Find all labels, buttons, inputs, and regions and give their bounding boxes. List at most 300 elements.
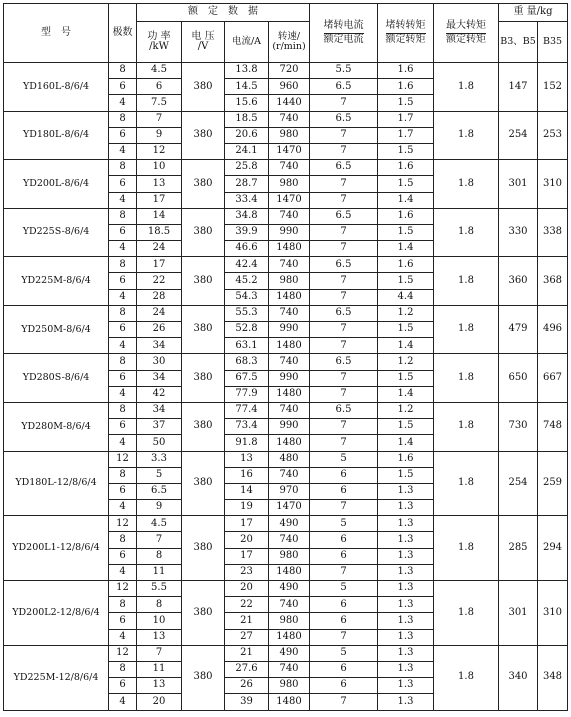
model-cell: YD280S-8/6/4 <box>4 354 109 403</box>
power-cell: 9 <box>137 127 182 143</box>
weight-b3b5-cell: 285 <box>499 516 538 581</box>
current-cell: 39 <box>225 694 269 710</box>
table-row <box>4 451 568 467</box>
locked-current-ratio-cell: 7 <box>310 95 378 111</box>
weight-b3b5-cell: 340 <box>499 645 538 710</box>
speed-cell: 990 <box>269 224 310 240</box>
current-cell: 15.6 <box>225 95 269 111</box>
locked-torque-denominator: 额定转矩 <box>385 33 426 45</box>
table-row <box>4 402 568 418</box>
locked-current-ratio-cell: 6.5 <box>310 160 378 176</box>
power-cell: 34 <box>137 338 182 354</box>
header-max-torque <box>434 4 499 63</box>
model-cell: YD200L1-12/8/6/4 <box>4 516 109 581</box>
speed-cell: 1470 <box>269 500 310 516</box>
locked-torque-ratio-cell: 1.5 <box>378 95 434 111</box>
locked-current-ratio-cell: 7 <box>310 629 378 645</box>
poles-cell: 12 <box>109 581 137 597</box>
max-torque-ratio-cell: 1.8 <box>434 257 499 306</box>
locked-current-numerator: 堵转电流 <box>324 20 364 34</box>
poles-cell: 4 <box>109 500 137 516</box>
locked-current-ratio-cell: 7 <box>310 192 378 208</box>
locked-torque-ratio-cell: 1.5 <box>378 467 434 483</box>
speed-cell: 970 <box>269 483 310 499</box>
locked-torque-ratio-cell: 1.5 <box>378 419 434 435</box>
locked-current-ratio-cell: 7 <box>310 370 378 386</box>
table-row <box>4 516 568 532</box>
speed-cell: 740 <box>269 354 310 370</box>
locked-current-ratio-cell: 6 <box>310 467 378 483</box>
locked-current-ratio-cell: 6.5 <box>310 305 378 321</box>
locked-torque-ratio-cell: 1.2 <box>378 402 434 418</box>
locked-current-ratio-cell: 5 <box>310 451 378 467</box>
locked-current-ratio-cell: 5 <box>310 645 378 661</box>
power-cell: 50 <box>137 435 182 451</box>
voltage-cell: 380 <box>182 63 225 112</box>
locked-torque-ratio-cell: 1.3 <box>378 483 434 499</box>
locked-torque-numerator: 堵转转矩 <box>386 20 426 34</box>
locked-current-ratio-cell: 7 <box>310 322 378 338</box>
poles-cell: 4 <box>109 95 137 111</box>
locked-torque-ratio-cell: 1.3 <box>378 613 434 629</box>
weight-b3b5-cell: 147 <box>499 63 538 112</box>
locked-torque-ratio-cell: 1.3 <box>378 548 434 564</box>
speed-cell: 1480 <box>269 289 310 305</box>
header-model: 型 号 <box>4 4 109 63</box>
locked-torque-ratio-cell: 1.3 <box>378 532 434 548</box>
speed-cell: 990 <box>269 419 310 435</box>
current-cell: 26 <box>225 678 269 694</box>
locked-torque-ratio-cell: 1.3 <box>378 516 434 532</box>
locked-current-ratio-cell: 6 <box>310 661 378 677</box>
voltage-cell: 380 <box>182 354 225 403</box>
current-cell: 46.6 <box>225 241 269 257</box>
current-cell: 16 <box>225 467 269 483</box>
power-cell: 8 <box>137 597 182 613</box>
header-locked-current <box>310 4 378 63</box>
power-cell: 17 <box>137 257 182 273</box>
max-torque-numerator: 最大转矩 <box>446 20 486 34</box>
current-cell: 33.4 <box>225 192 269 208</box>
poles-cell: 4 <box>109 435 137 451</box>
max-torque-ratio-cell: 1.8 <box>434 160 499 209</box>
locked-current-ratio-cell: 7 <box>310 564 378 580</box>
voltage-cell: 380 <box>182 645 225 710</box>
locked-torque-ratio-cell: 1.6 <box>378 79 434 95</box>
locked-current-denominator: 额定电流 <box>323 33 364 45</box>
power-cell: 7.5 <box>137 95 182 111</box>
locked-current-ratio-cell: 5 <box>310 516 378 532</box>
poles-cell: 8 <box>109 597 137 613</box>
current-cell: 77.4 <box>225 402 269 418</box>
locked-current-ratio-cell: 6.5 <box>310 208 378 224</box>
locked-current-ratio-cell: 7 <box>310 127 378 143</box>
speed-cell: 480 <box>269 451 310 467</box>
power-cell: 22 <box>137 273 182 289</box>
power-unit: /kW <box>149 41 169 52</box>
poles-cell: 8 <box>109 402 137 418</box>
poles-cell: 6 <box>109 127 137 143</box>
speed-cell: 740 <box>269 160 310 176</box>
speed-cell: 980 <box>269 613 310 629</box>
locked-current-ratio-cell: 6.5 <box>310 79 378 95</box>
speed-cell: 490 <box>269 516 310 532</box>
max-torque-ratio-cell: 1.8 <box>434 402 499 451</box>
power-cell: 34 <box>137 402 182 418</box>
power-cell: 28 <box>137 289 182 305</box>
speed-cell: 740 <box>269 532 310 548</box>
speed-cell: 740 <box>269 257 310 273</box>
locked-torque-ratio-cell: 1.3 <box>378 694 434 710</box>
current-cell: 20 <box>225 532 269 548</box>
table-row <box>4 354 568 370</box>
power-cell: 10 <box>137 160 182 176</box>
poles-cell: 4 <box>109 694 137 710</box>
speed-cell: 1480 <box>269 564 310 580</box>
locked-torque-ratio-cell: 1.4 <box>378 435 434 451</box>
locked-torque-ratio-cell: 1.4 <box>378 338 434 354</box>
model-cell: YD225S-8/6/4 <box>4 208 109 257</box>
max-torque-ratio-cell: 1.8 <box>434 516 499 581</box>
poles-cell: 6 <box>109 548 137 564</box>
locked-torque-ratio-cell: 1.3 <box>378 629 434 645</box>
poles-cell: 8 <box>109 63 137 79</box>
speed-cell: 740 <box>269 208 310 224</box>
locked-torque-ratio-cell: 1.3 <box>378 678 434 694</box>
header-current: 电流/A <box>225 22 269 63</box>
locked-torque-ratio-cell: 1.4 <box>378 386 434 402</box>
voltage-cell: 380 <box>182 451 225 516</box>
power-cell: 13 <box>137 176 182 192</box>
current-cell: 20.6 <box>225 127 269 143</box>
speed-cell: 1480 <box>269 386 310 402</box>
poles-cell: 8 <box>109 257 137 273</box>
speed-cell: 740 <box>269 597 310 613</box>
poles-cell: 6 <box>109 419 137 435</box>
poles-cell: 8 <box>109 532 137 548</box>
locked-torque-ratio-cell: 1.6 <box>378 257 434 273</box>
locked-torque-ratio-cell: 1.5 <box>378 370 434 386</box>
weight-b35-cell: 748 <box>538 402 568 451</box>
header-weight-b35: B35 <box>538 22 568 63</box>
speed-cell: 990 <box>269 370 310 386</box>
current-cell: 24.1 <box>225 143 269 159</box>
weight-b3b5-cell: 301 <box>499 160 538 209</box>
locked-torque-ratio-cell: 1.3 <box>378 597 434 613</box>
voltage-cell: 380 <box>182 516 225 581</box>
locked-torque-ratio-cell: 1.6 <box>378 63 434 79</box>
model-cell: YD200L2-12/8/6/4 <box>4 581 109 646</box>
power-cell: 4.5 <box>137 63 182 79</box>
locked-torque-ratio-cell: 1.3 <box>378 645 434 661</box>
voltage-cell: 380 <box>182 305 225 354</box>
locked-current-ratio-cell: 6 <box>310 532 378 548</box>
voltage-label: 电 压 <box>191 30 215 42</box>
poles-cell: 6 <box>109 224 137 240</box>
locked-current-ratio-cell: 5 <box>310 581 378 597</box>
power-cell: 5 <box>137 467 182 483</box>
header-power <box>137 22 182 63</box>
max-torque-ratio-cell: 1.8 <box>434 63 499 112</box>
power-cell: 3.3 <box>137 451 182 467</box>
current-cell: 13.8 <box>225 63 269 79</box>
max-torque-ratio-cell: 1.8 <box>434 111 499 160</box>
weight-b3b5-cell: 254 <box>499 451 538 516</box>
weight-b35-cell: 310 <box>538 581 568 646</box>
poles-cell: 12 <box>109 516 137 532</box>
model-cell: YD180L-8/6/4 <box>4 111 109 160</box>
table-header <box>4 4 568 63</box>
model-cell: YD250M-8/6/4 <box>4 305 109 354</box>
power-cell: 34 <box>137 370 182 386</box>
header-voltage <box>182 22 225 63</box>
power-cell: 26 <box>137 322 182 338</box>
locked-torque-ratio-cell: 1.6 <box>378 208 434 224</box>
weight-b3b5-cell: 330 <box>499 208 538 257</box>
current-cell: 68.3 <box>225 354 269 370</box>
locked-torque-ratio-cell: 4.4 <box>378 289 434 305</box>
poles-cell: 8 <box>109 111 137 127</box>
speed-cell: 740 <box>269 467 310 483</box>
locked-current-ratio-cell: 6 <box>310 613 378 629</box>
poles-cell: 4 <box>109 564 137 580</box>
motor-spec-table <box>3 3 568 711</box>
locked-torque-ratio-cell: 1.2 <box>378 354 434 370</box>
table-row <box>4 63 568 79</box>
locked-torque-ratio-cell: 1.5 <box>378 176 434 192</box>
power-cell: 13 <box>137 629 182 645</box>
power-cell: 11 <box>137 661 182 677</box>
speed-cell: 1480 <box>269 241 310 257</box>
current-cell: 22 <box>225 597 269 613</box>
current-cell: 13 <box>225 451 269 467</box>
locked-current-ratio-cell: 6.5 <box>310 402 378 418</box>
speed-cell: 980 <box>269 127 310 143</box>
weight-b3b5-cell: 650 <box>499 354 538 403</box>
header-speed <box>269 22 310 63</box>
locked-torque-ratio-cell: 1.3 <box>378 661 434 677</box>
poles-cell: 8 <box>109 305 137 321</box>
table-row <box>4 208 568 224</box>
speed-cell: 980 <box>269 548 310 564</box>
poles-cell: 6 <box>109 176 137 192</box>
weight-b3b5-cell: 254 <box>499 111 538 160</box>
power-cell: 4.5 <box>137 516 182 532</box>
table-row <box>4 645 568 661</box>
weight-b35-cell: 338 <box>538 208 568 257</box>
max-torque-ratio-cell: 1.8 <box>434 581 499 646</box>
locked-current-ratio-cell: 6 <box>310 483 378 499</box>
weight-b35-cell: 253 <box>538 111 568 160</box>
max-torque-denominator: 额定转矩 <box>446 33 486 45</box>
current-cell: 21 <box>225 613 269 629</box>
current-cell: 45.2 <box>225 273 269 289</box>
current-cell: 77.9 <box>225 386 269 402</box>
voltage-cell: 380 <box>182 111 225 160</box>
locked-torque-ratio-cell: 1.5 <box>378 273 434 289</box>
weight-b35-cell: 152 <box>538 63 568 112</box>
header-locked-torque <box>378 4 434 63</box>
power-cell: 5.5 <box>137 581 182 597</box>
poles-cell: 8 <box>109 661 137 677</box>
current-cell: 55.3 <box>225 305 269 321</box>
current-cell: 52.8 <box>225 322 269 338</box>
poles-cell: 8 <box>109 208 137 224</box>
model-cell: YD225M-8/6/4 <box>4 257 109 306</box>
poles-cell: 8 <box>109 467 137 483</box>
locked-current-ratio-cell: 6.5 <box>310 257 378 273</box>
power-cell: 18.5 <box>137 224 182 240</box>
voltage-cell: 380 <box>182 208 225 257</box>
table-row <box>4 160 568 176</box>
current-cell: 34.8 <box>225 208 269 224</box>
current-cell: 63.1 <box>225 338 269 354</box>
locked-torque-ratio-cell: 1.2 <box>378 305 434 321</box>
weight-b35-cell: 368 <box>538 257 568 306</box>
max-torque-ratio-cell: 1.8 <box>434 208 499 257</box>
locked-torque-ratio-cell: 1.5 <box>378 143 434 159</box>
locked-current-ratio-cell: 7 <box>310 694 378 710</box>
locked-current-ratio-cell: 6 <box>310 678 378 694</box>
power-cell: 24 <box>137 305 182 321</box>
power-cell: 7 <box>137 111 182 127</box>
power-cell: 7 <box>137 532 182 548</box>
current-cell: 19 <box>225 500 269 516</box>
locked-torque-ratio-cell: 1.7 <box>378 111 434 127</box>
max-torque-ratio-cell: 1.8 <box>434 354 499 403</box>
speed-unit: (r/min) <box>272 41 306 52</box>
current-cell: 42.4 <box>225 257 269 273</box>
model-cell: YD200L-8/6/4 <box>4 160 109 209</box>
current-cell: 14.5 <box>225 79 269 95</box>
model-cell: YD225M-12/8/6/4 <box>4 645 109 710</box>
locked-torque-ratio-cell: 1.3 <box>378 500 434 516</box>
locked-torque-ratio-cell: 1.6 <box>378 451 434 467</box>
power-cell: 12 <box>137 143 182 159</box>
weight-b35-cell: 310 <box>538 160 568 209</box>
power-cell: 14 <box>137 208 182 224</box>
locked-current-ratio-cell: 7 <box>310 176 378 192</box>
locked-current-ratio-cell: 7 <box>310 500 378 516</box>
locked-torque-ratio-cell: 1.3 <box>378 564 434 580</box>
current-cell: 28.7 <box>225 176 269 192</box>
locked-current-ratio-cell: 6 <box>310 597 378 613</box>
speed-cell: 1480 <box>269 435 310 451</box>
current-cell: 27.6 <box>225 661 269 677</box>
power-cell: 13 <box>137 678 182 694</box>
locked-torque-ratio-cell: 1.4 <box>378 241 434 257</box>
poles-cell: 6 <box>109 613 137 629</box>
weight-b3b5-cell: 730 <box>499 402 538 451</box>
locked-torque-ratio-cell: 1.5 <box>378 322 434 338</box>
current-cell: 21 <box>225 645 269 661</box>
speed-cell: 740 <box>269 111 310 127</box>
weight-b3b5-cell: 479 <box>499 305 538 354</box>
power-cell: 30 <box>137 354 182 370</box>
weight-b35-cell: 667 <box>538 354 568 403</box>
locked-current-ratio-cell: 6.5 <box>310 111 378 127</box>
power-cell: 17 <box>137 192 182 208</box>
power-label: 功 率 <box>147 30 171 42</box>
current-cell: 18.5 <box>225 111 269 127</box>
locked-current-ratio-cell: 7 <box>310 419 378 435</box>
speed-label: 转速/ <box>277 31 301 43</box>
locked-current-ratio-cell: 7 <box>310 273 378 289</box>
speed-cell: 1440 <box>269 95 310 111</box>
poles-cell: 4 <box>109 192 137 208</box>
locked-current-ratio-cell: 5.5 <box>310 63 378 79</box>
poles-cell: 6 <box>109 678 137 694</box>
speed-cell: 1480 <box>269 694 310 710</box>
current-cell: 91.8 <box>225 435 269 451</box>
poles-cell: 4 <box>109 629 137 645</box>
table-row <box>4 257 568 273</box>
power-cell: 20 <box>137 694 182 710</box>
speed-cell: 980 <box>269 273 310 289</box>
current-cell: 27 <box>225 629 269 645</box>
table-body <box>4 63 568 711</box>
poles-cell: 4 <box>109 241 137 257</box>
poles-cell: 4 <box>109 338 137 354</box>
speed-cell: 740 <box>269 305 310 321</box>
locked-torque-ratio-cell: 1.3 <box>378 581 434 597</box>
header-weight-b3b5: B3、B5 <box>499 22 538 63</box>
current-cell: 39.9 <box>225 224 269 240</box>
locked-current-ratio-cell: 7 <box>310 435 378 451</box>
header-weight: 重 量/kg <box>499 4 568 22</box>
poles-cell: 12 <box>109 645 137 661</box>
speed-cell: 1470 <box>269 143 310 159</box>
locked-current-ratio-cell: 7 <box>310 386 378 402</box>
poles-cell: 4 <box>109 289 137 305</box>
current-cell: 54.3 <box>225 289 269 305</box>
weight-b3b5-cell: 301 <box>499 581 538 646</box>
current-cell: 23 <box>225 564 269 580</box>
speed-cell: 990 <box>269 322 310 338</box>
weight-b3b5-cell: 360 <box>499 257 538 306</box>
locked-torque-ratio-cell: 1.7 <box>378 127 434 143</box>
current-cell: 17 <box>225 548 269 564</box>
poles-cell: 6 <box>109 322 137 338</box>
max-torque-ratio-cell: 1.8 <box>434 305 499 354</box>
current-cell: 14 <box>225 483 269 499</box>
locked-torque-ratio-cell: 1.6 <box>378 160 434 176</box>
max-torque-ratio-cell: 1.8 <box>434 645 499 710</box>
weight-b35-cell: 294 <box>538 516 568 581</box>
max-torque-ratio-cell: 1.8 <box>434 451 499 516</box>
power-cell: 10 <box>137 613 182 629</box>
poles-cell: 12 <box>109 451 137 467</box>
poles-cell: 6 <box>109 370 137 386</box>
power-cell: 42 <box>137 386 182 402</box>
table-row <box>4 111 568 127</box>
current-cell: 73.4 <box>225 419 269 435</box>
speed-cell: 980 <box>269 678 310 694</box>
current-cell: 25.8 <box>225 160 269 176</box>
poles-cell: 6 <box>109 273 137 289</box>
voltage-cell: 380 <box>182 257 225 306</box>
table-row <box>4 305 568 321</box>
poles-cell: 4 <box>109 386 137 402</box>
power-cell: 7 <box>137 645 182 661</box>
power-cell: 6.5 <box>137 483 182 499</box>
locked-current-ratio-cell: 7 <box>310 289 378 305</box>
current-cell: 20 <box>225 581 269 597</box>
model-cell: YD180L-12/8/6/4 <box>4 451 109 516</box>
power-cell: 9 <box>137 500 182 516</box>
model-cell: YD160L-8/6/4 <box>4 63 109 112</box>
power-cell: 37 <box>137 419 182 435</box>
